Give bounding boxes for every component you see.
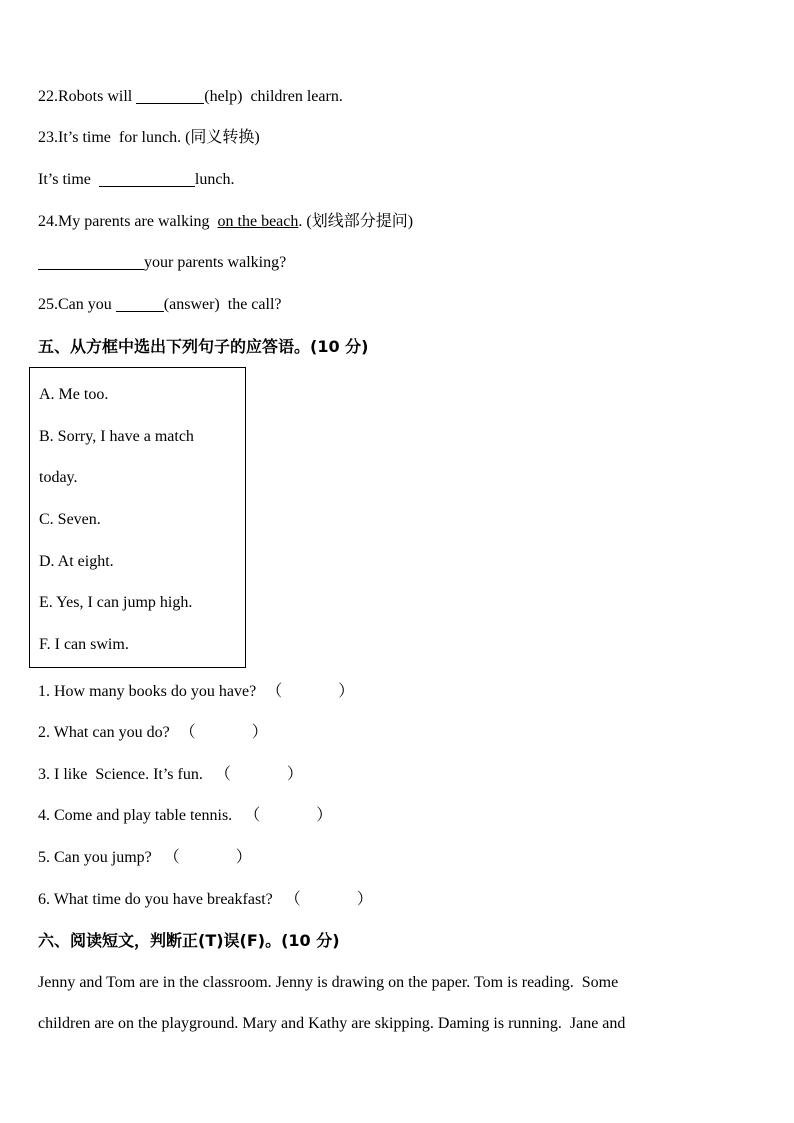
answer-blank[interactable] (116, 295, 164, 312)
passage-line-1: Jenny and Tom are in the classroom. Jenny is drawing on the paper. Tom is reading. Some (38, 974, 619, 991)
question-23: 23.It’s time for lunch. (同义转换) (38, 129, 260, 146)
question-24: 24.My parents are walking on the beach. (划线部分提问) (38, 213, 414, 230)
match-question-4: 4. Come and play table tennis. （ ） (38, 807, 333, 824)
match-question-2: 2. What can you do? （ ） (38, 724, 268, 741)
underlined-phrase: on the beach (217, 213, 299, 230)
answer-paren[interactable]: （ ） (179, 724, 268, 741)
answer-blank[interactable] (136, 87, 204, 104)
answer-paren[interactable]: （ ） (284, 891, 373, 908)
option-d: D. At eight. (39, 553, 114, 570)
answer-paren[interactable]: （ ） (214, 766, 303, 783)
answer-paren[interactable]: （ ） (244, 807, 333, 824)
question-25: 25.Can you (answer) the call? (38, 296, 282, 313)
answer-paren[interactable]: （ ） (163, 849, 252, 866)
option-b: B. Sorry, I have a match (39, 428, 194, 445)
question-22: 22.Robots will (help) children learn. (38, 88, 343, 105)
answer-paren[interactable]: （ ） (266, 683, 355, 700)
option-c: C. Seven. (39, 511, 101, 528)
option-b-continued: today. (39, 469, 78, 486)
answer-blank[interactable] (99, 170, 195, 187)
passage-line-2: children are on the playground. Mary and Kathy are skipping. Daming is running. Jane and (38, 1015, 626, 1032)
section-6-title: 六、阅读短文，判断正(T)误(F)。(10 分) (38, 931, 340, 950)
question-24-rewrite: your parents walking? (38, 253, 286, 273)
options-box (29, 367, 246, 668)
match-question-6: 6. What time do you have breakfast? （ ） (38, 891, 373, 908)
question-23-rewrite: It’s time lunch. (38, 171, 235, 188)
match-question-1: 1. How many books do you have? （ ） (38, 683, 355, 700)
section-5-title: 五、从方框中选出下列句子的应答语。(10 分) (38, 337, 369, 356)
match-question-5: 5. Can you jump? （ ） (38, 849, 252, 866)
match-question-3: 3. I like Science. It’s fun. （ ） (38, 766, 303, 783)
answer-blank[interactable] (38, 253, 144, 270)
option-e: E. Yes, I can jump high. (39, 594, 193, 611)
option-a: A. Me too. (39, 386, 109, 403)
option-f: F. I can swim. (39, 636, 129, 653)
